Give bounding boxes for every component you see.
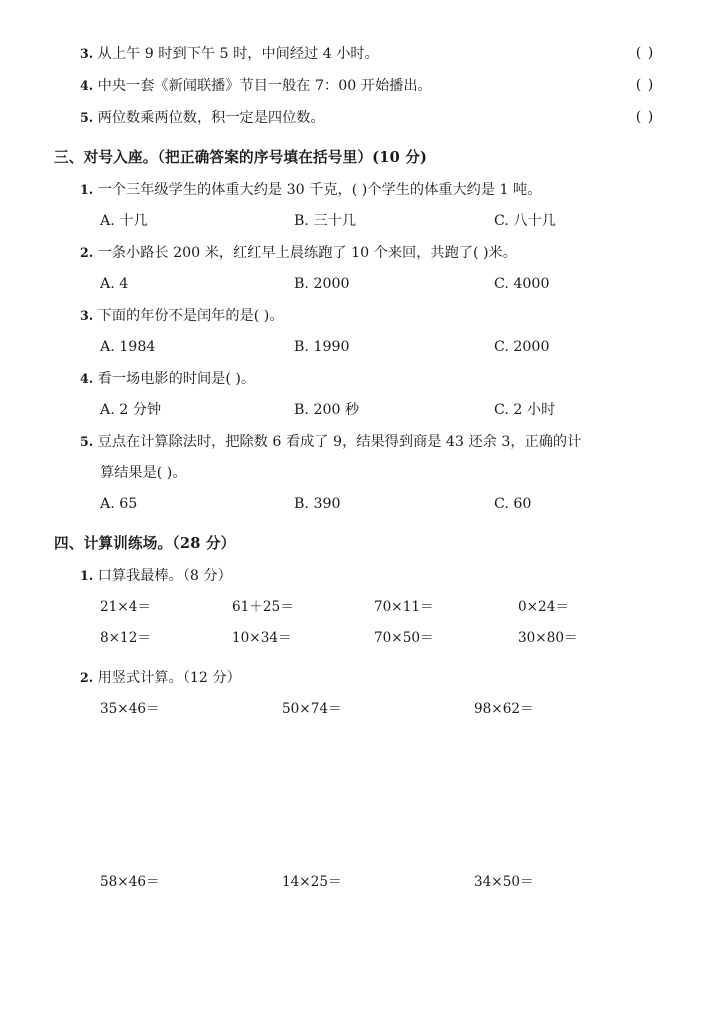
option-b[interactable]: B. 三十几	[294, 213, 357, 229]
option-a[interactable]: A. 2 分钟	[100, 402, 162, 418]
subsection-title: 口算我最棒。（8 分）	[97, 568, 232, 584]
option-c[interactable]: C. 60	[494, 496, 532, 512]
option-a[interactable]: A. 65	[100, 496, 138, 512]
item-text: 一条小路长 200 米，红红早上晨练跑了 10 个来回，共跑了( )米。	[97, 245, 517, 261]
item-number: 5.	[80, 434, 94, 449]
item-text: 豆点在计算除法时，把除数 6 看成了 9，结果得到商是 43 还余 3，正确的计	[97, 434, 582, 450]
choice-question	[54, 300, 666, 332]
oral-calc-row	[54, 592, 666, 623]
subsection-vertical	[54, 662, 666, 694]
item-number: 5.	[80, 110, 94, 125]
item-text: 两位数乘两位数，积一定是四位数。	[97, 110, 325, 126]
item-text-continued: 算结果是( )。	[100, 465, 187, 481]
calc-item[interactable]: 70×50＝	[374, 630, 434, 646]
option-c[interactable]: C. 2000	[494, 339, 550, 355]
vertical-calc-row	[54, 694, 666, 725]
judge-item	[54, 70, 666, 102]
choice-question	[54, 237, 666, 269]
calc-item[interactable]: 0×24＝	[518, 599, 569, 615]
spacer	[54, 654, 666, 662]
option-c[interactable]: C. 4000	[494, 276, 550, 292]
judge-item	[54, 102, 666, 134]
item-text: 从上午 9 时到下午 5 时，中间经过 4 小时。	[97, 46, 379, 62]
choice-options	[54, 269, 666, 300]
item-number: 1.	[80, 182, 94, 197]
item-text: 一个三年级学生的体重大约是 30 千克，( )个学生的体重大约是 1 吨。	[97, 182, 542, 198]
judge-item	[54, 38, 666, 70]
item-number: 3.	[80, 46, 94, 61]
choice-options	[54, 206, 666, 237]
option-a[interactable]: A. 1984	[100, 339, 156, 355]
option-b[interactable]: B. 200 秒	[294, 402, 360, 418]
option-b[interactable]: B. 1990	[294, 339, 350, 355]
option-c[interactable]: C. 2 小时	[494, 402, 556, 418]
item-text: 中央一套《新闻联播》节目一般在 7：00 开始播出。	[97, 78, 432, 94]
calc-item[interactable]: 35×46＝	[100, 701, 160, 717]
calc-item[interactable]: 30×80＝	[518, 630, 578, 646]
option-b[interactable]: B. 2000	[294, 276, 350, 292]
choice-question-continued	[54, 458, 666, 489]
item-number: 1.	[80, 568, 94, 583]
subsection-oral	[54, 560, 666, 592]
answer-parentheses[interactable]: ( )	[635, 109, 655, 125]
oral-calc-row	[54, 623, 666, 654]
choice-options	[54, 395, 666, 426]
section-heading-four: 四、计算训练场。（28 分）	[54, 535, 236, 552]
calc-item[interactable]: 14×25＝	[282, 874, 342, 890]
work-space-area[interactable]	[54, 725, 666, 867]
choice-options	[54, 489, 666, 520]
choice-options	[54, 332, 666, 363]
item-text: 看一场电影的时间是( )。	[97, 371, 256, 387]
option-c[interactable]: C. 八十几	[494, 213, 556, 229]
calc-item[interactable]: 34×50＝	[474, 874, 534, 890]
vertical-calc-row	[54, 867, 666, 898]
subsection-title: 用竖式计算。（12 分）	[97, 670, 241, 686]
calc-item[interactable]: 10×34＝	[232, 630, 292, 646]
calc-item[interactable]: 98×62＝	[474, 701, 534, 717]
section-heading-three: 三、对号入座。（把正确答案的序号填在括号里）(10 分)	[54, 149, 428, 166]
item-number: 3.	[80, 308, 94, 323]
option-b[interactable]: B. 390	[294, 496, 341, 512]
choice-question	[54, 363, 666, 395]
option-a[interactable]: A. 4	[100, 276, 129, 292]
calc-item[interactable]: 8×12＝	[100, 630, 151, 646]
choice-question	[54, 174, 666, 206]
calc-item[interactable]: 70×11＝	[374, 599, 434, 615]
item-number: 2.	[80, 245, 94, 260]
calc-item[interactable]: 50×74＝	[282, 701, 342, 717]
calc-item[interactable]: 61＋25＝	[232, 599, 294, 615]
calc-item[interactable]: 58×46＝	[100, 874, 160, 890]
choice-question	[54, 426, 666, 458]
item-number: 2.	[80, 670, 94, 685]
item-number: 4.	[80, 371, 94, 386]
item-text: 下面的年份不是闰年的是( )。	[97, 308, 284, 324]
answer-parentheses[interactable]: ( )	[635, 77, 655, 93]
calc-item[interactable]: 21×4＝	[100, 599, 151, 615]
option-a[interactable]: A. 十几	[100, 213, 148, 229]
item-number: 4.	[80, 78, 94, 93]
answer-parentheses[interactable]: ( )	[635, 45, 655, 61]
